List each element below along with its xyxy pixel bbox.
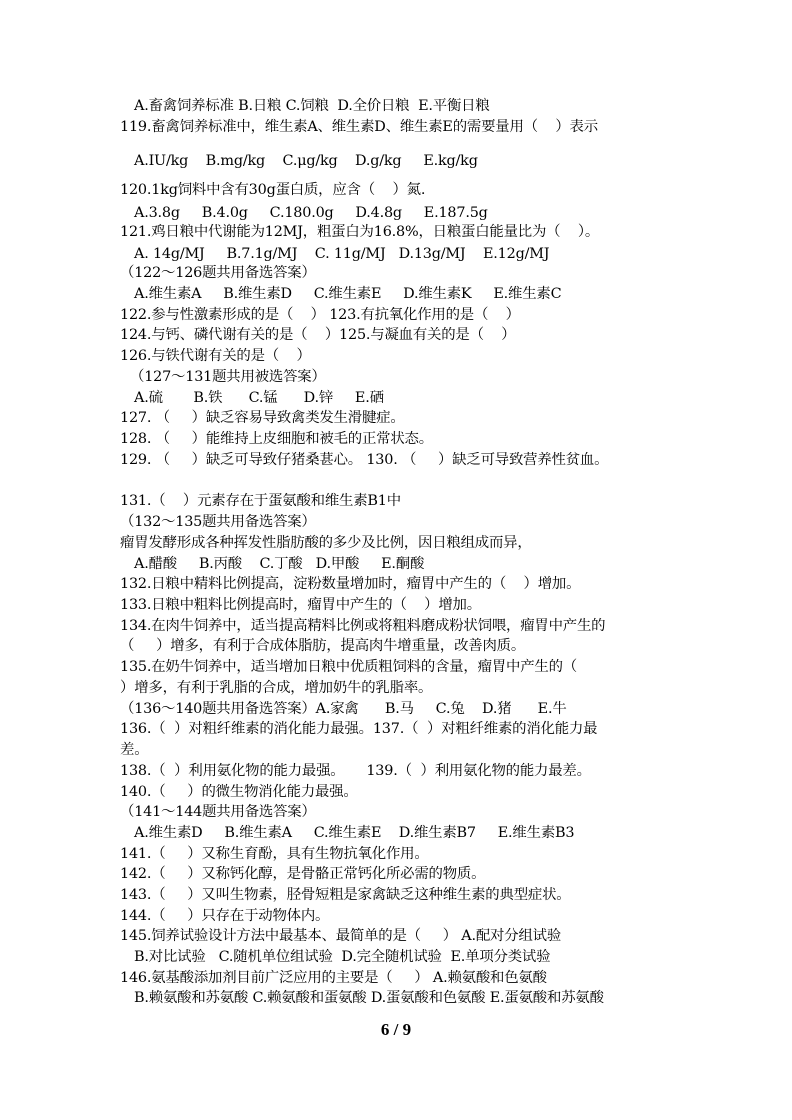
question-135: 135.在奶牛饲养中，适当增加日粮中优质粗饲料的含量，瘤胃中产生的（ <box>120 659 577 675</box>
question-138-139: 138.（ ）利用氨化物的能力最强。 139.（ ）利用氨化物的能力最差。 <box>120 763 591 779</box>
question-134-continued: （ ）增多，有利于合成体脂肪，提高肉牛增重量，改善肉质。 <box>120 638 526 654</box>
question-146: 146.氨基酸添加剂目前广泛应用的主要是（ ） A.赖氨酸和色氨酸 <box>120 970 547 986</box>
answer-options-141-144: A.维生素D B.维生素A C.维生素E D.维生素B7 E.维生素B3 <box>134 825 575 841</box>
answer-options-122-126: A.维生素A B.维生素D C.维生素E D.维生素K E.维生素C <box>134 286 562 302</box>
question-142: 142.（ ）又称钙化醇，是骨骼正常钙化所必需的物质。 <box>120 866 486 882</box>
question-126: 126.与铁代谢有关的是（ ） <box>120 348 311 364</box>
answer-options-146: B.赖氨酸和苏氨酸 C.赖氨酸和蛋氨酸 D.蛋氨酸和色氨酸 E.蛋氨酸和苏氨酸 <box>134 990 604 1006</box>
question-124-125: 124.与钙、磷代谢有关的是（ ）125.与凝血有关的是（ ） <box>120 327 516 343</box>
answer-options-145: B.对比试验 C.随机单位组试验 D.完全随机试验 E.单项分类试验 <box>134 949 551 965</box>
question-145: 145.饲养试验设计方法中最基本、最简单的是（ ） A.配对分组试验 <box>120 928 562 944</box>
question-129-130: 129. （ ）缺乏可导致仔猪桑葚心。 130. （ ）缺乏可导致营养性贫血。 <box>120 452 609 468</box>
question-140: 140.（ ）的微生物消化能力最强。 <box>120 784 358 800</box>
question-119: 119.畜禽饲养标准中，维生素A、维生素D、维生素E的需要量用（ ）表示 <box>120 119 598 135</box>
question-141: 141.（ ）又称生育酚，具有生物抗氧化作用。 <box>120 846 429 862</box>
question-134: 134.在肉牛饲养中，适当提高精料比例或将粗料磨成粉状饲喂，瘤胃中产生的 <box>120 618 606 634</box>
question-122-123: 122.参与性激素形成的是（ ） 123.有抗氧化作用的是（ ） <box>120 307 520 323</box>
question-133: 133.日粮中粗料比例提高时，瘤胃中产生的（ ）增加。 <box>120 597 481 613</box>
question-144: 144.（ ）只存在于动物体内。 <box>120 908 330 924</box>
question-135-continued: ）增多，有利于乳脂的合成，增加奶牛的乳脂率。 <box>120 680 433 696</box>
answer-options-132-135: A.醋酸 B.丙酸 C.丁酸 D.甲酸 E.酮酸 <box>134 556 425 572</box>
answer-options-118: A.畜禽饲养标准 B.日粮 C.饲粮 D.全价日粮 E.平衡日粮 <box>134 98 490 114</box>
question-143: 143.（ ）又叫生物素，胫骨短粗是家禽缺乏这种维生素的典型症状。 <box>120 887 571 903</box>
question-128: 128. （ ）能维持上皮细胞和被毛的正常状态。 <box>120 431 433 447</box>
question-120: 120.1kg饲料中含有30g蛋白质，应含（ ）氮. <box>120 182 426 198</box>
answer-options-121: A. 14g/MJ B.7.1g/MJ C. 11g/MJ D.13g/MJ E.12g/MJ <box>134 246 550 262</box>
answer-options-120: A.3.8g B.4.0g C.180.0g D.4.8g E.187.5g <box>134 205 488 221</box>
question-132: 132.日粮中精料比例提高，淀粉数量增加时，瘤胃中产生的（ ）增加。 <box>120 576 581 592</box>
question-137-continued: 差。 <box>120 742 149 758</box>
group-header-141-144: （141～144题共用备选答案） <box>120 804 316 820</box>
question-121: 121.鸡日粮中代谢能为12MJ，粗蛋白为16.8%，日粮蛋白能量比为（ ）。 <box>120 224 600 240</box>
group-header-122-126: （122～126题共用备选答案） <box>120 265 316 281</box>
answer-options-119: A.IU/kg B.mg/kg C.μg/kg D.g/kg E.kg/kg <box>134 153 478 169</box>
question-131: 131.（ ）元素存在于蛋氨酸和维生素B1中 <box>120 493 401 509</box>
group-header-136-140: （136～140题共用备选答案）A.家禽 B.马 C.兔 D.猪 E.牛 <box>120 701 567 717</box>
question-127: 127. （ ）缺乏容易导致禽类发生滑腱症。 <box>120 410 405 426</box>
page-number: 6 / 9 <box>380 1020 412 1039</box>
question-136-137: 136.（ ）对粗纤维素的消化能力最强。137.（ ）对粗纤维素的消化能力最 <box>120 721 598 737</box>
group-header-132-135: （132～135题共用备选答案） <box>120 514 316 530</box>
group-header-127-131: （127～131题共用被选答案） <box>130 369 326 385</box>
group-intro-132-135: 瘤胃发酵形成各种挥发性脂肪酸的多少及比例，因日粮组成而异， <box>120 535 532 551</box>
answer-options-127-131: A.硫 B.铁 C.锰 D.锌 E.硒 <box>134 390 384 406</box>
